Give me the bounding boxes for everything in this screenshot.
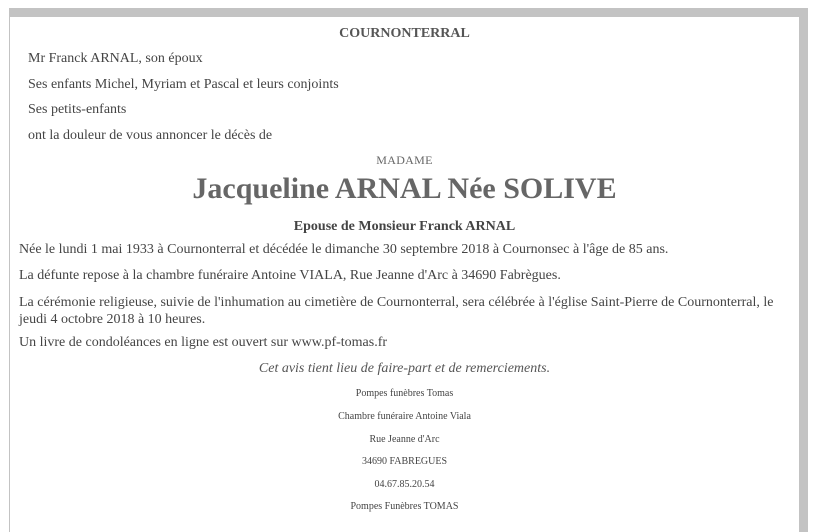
ceremony-paragraph: La cérémonie religieuse, suivie de l'inhumation au cimetière de Cournonterral, sera célébrée à l'église Saint-Pierre de Cournonterral, le jeudi 4 octobre 2018 à 10 heures. [19, 295, 774, 327]
funeral-home-name: Pompes funèbres Tomas [355, 388, 454, 399]
funeral-home-city: 34690 FABREGUES [361, 456, 448, 467]
condolences-paragraph: Un livre de condoléances en ligne est ouvert sur www.pf-tomas.fr [19, 335, 388, 350]
announcement-line: ont la douleur de vous annoncer le décès de [28, 128, 273, 143]
closing-note: Cet avis tient lieu de faire-part et de remerciements. [258, 361, 551, 376]
town-heading: COURNONTERRAL [339, 26, 470, 41]
frame-top-border [9, 8, 808, 17]
funeral-home-signature: Pompes Funèbres TOMAS [350, 501, 459, 512]
obituary-notice [10, 17, 799, 532]
funeral-chamber-name: Chambre funéraire Antoine Viala [338, 411, 471, 422]
repose-paragraph: La défunte repose à la chambre funéraire Antoine VIALA, Rue Jeanne d'Arc à 34690 Fabrègues. [19, 268, 561, 283]
deceased-title: MADAME [376, 153, 433, 167]
family-line-spouse: Mr Franck ARNAL, son époux [28, 51, 203, 66]
funeral-home-phone: 04.67.85.20.54 [374, 479, 435, 490]
funeral-home-street: Rue Jeanne d'Arc [369, 434, 440, 445]
spouse-line: Epouse de Monsieur Franck ARNAL [293, 219, 516, 234]
deceased-name: Jacqueline ARNAL Née SOLIVE [192, 172, 617, 205]
frame-right-border [799, 8, 808, 532]
family-line-grandchildren: Ses petits-enfants [28, 102, 127, 117]
family-line-children: Ses enfants Michel, Myriam et Pascal et leurs conjoints [28, 77, 339, 92]
birth-death-paragraph: Née le lundi 1 mai 1933 à Cournonterral et décédée le dimanche 30 septembre 2018 à Cournonsec à l'âge de 85 ans. [19, 242, 669, 257]
